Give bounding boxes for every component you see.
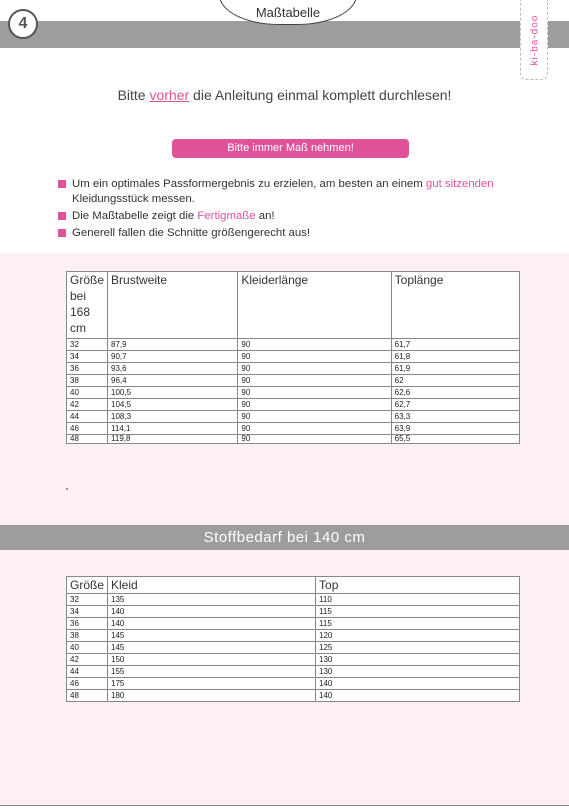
table-cell: 90 [238,351,391,363]
table-cell: 48 [67,435,108,444]
table-cell: 90 [238,375,391,387]
table-cell: 44 [67,666,108,678]
table-cell: 32 [67,594,108,606]
page-title: Maßtabelle [255,5,321,20]
table-cell: 140 [316,690,520,702]
column-header: Größe [67,577,108,594]
table-cell: 114,1 [108,423,238,435]
table-cell: 90 [238,435,391,444]
table-cell: 44 [67,411,108,423]
intro-highlight: vorher [149,87,190,103]
table-row [67,690,520,702]
measurements-table [66,271,520,444]
table-cell: 36 [67,363,108,375]
table-cell: 48 [67,690,108,702]
table-cell: 96,4 [108,375,238,387]
bullet-text: Die Maßtabelle zeigt die [72,210,198,222]
table-cell: 115 [316,606,520,618]
column-header: Brustweite [108,272,238,339]
table-cell: 32 [67,339,108,351]
table-cell: 42 [67,399,108,411]
table-cell: 62,6 [391,387,519,399]
intro-suffix: die Anleitung einmal komplett durchlesen! [189,87,452,103]
bullet-highlight: Fertigmaße [197,210,256,222]
table-row [67,411,520,423]
table-cell: 100,5 [108,387,238,399]
bullet-square-icon [58,180,66,188]
table-cell: 90 [238,339,391,351]
table-cell: 42 [67,654,108,666]
table-row [67,399,520,411]
column-header: Top [316,577,520,594]
table-cell: 119,8 [108,435,238,444]
list-item [58,209,518,224]
table-cell: 46 [67,423,108,435]
bullet-text: Generell fallen die Schnitte größengerecht aus! [72,227,311,239]
bullet-square-icon [58,212,66,220]
table-cell: 175 [108,678,316,690]
table-cell: 90 [238,411,391,423]
fabric-table-body [67,594,520,702]
bullet-list [58,177,518,243]
table-cell: 140 [108,606,316,618]
table-cell: 130 [316,666,520,678]
table-cell: 46 [67,678,108,690]
table-cell: 61,9 [391,363,519,375]
table-cell: 145 [108,630,316,642]
table-cell: 40 [67,642,108,654]
table-cell: 180 [108,690,316,702]
table-cell: 104,5 [108,399,238,411]
table-header-row [67,272,520,339]
list-item [58,177,518,207]
table-cell: 61,7 [391,339,519,351]
table-row [67,423,520,435]
table-cell: 87,9 [108,339,238,351]
table-row [67,351,520,363]
table-header-row [67,577,520,594]
table-cell: 108,3 [108,411,238,423]
table-cell: 90 [238,399,391,411]
table-cell: 125 [316,642,520,654]
bullet-square-icon [58,229,66,237]
table-row [67,618,520,630]
table-cell: 120 [316,630,520,642]
table-cell: 110 [316,594,520,606]
fabric-table [66,576,520,702]
table-cell: 115 [316,618,520,630]
column-header: Toplänge [391,272,519,339]
table-cell: 135 [108,594,316,606]
table-cell: 34 [67,351,108,363]
table-cell: 62,7 [391,399,519,411]
table-row [67,339,520,351]
measurements-table-body [67,339,520,444]
bullet-text: Kleidungsstück messen. [72,193,195,205]
table-row [67,678,520,690]
table-cell: 63,3 [391,411,519,423]
table-cell: 155 [108,666,316,678]
footer-divider [0,805,569,806]
table-row [67,630,520,642]
table-row [67,666,520,678]
table-cell: 90 [238,387,391,399]
fabric-section-title: Stoffbedarf bei 140 cm [0,525,569,550]
table-cell: 36 [67,618,108,630]
table-row [67,594,520,606]
measure-notice-button: Bitte immer Maß nehmen! [172,139,409,158]
table-cell: 150 [108,654,316,666]
table-row [67,654,520,666]
table-cell: 63,9 [391,423,519,435]
table-cell: 90,7 [108,351,238,363]
table-cell: 140 [316,678,520,690]
bullet-highlight: gut sitzenden [425,178,494,190]
table-cell: 145 [108,642,316,654]
header-bar [0,21,569,48]
table-cell: 61,8 [391,351,519,363]
table-cell: 40 [67,387,108,399]
intro-prefix: Bitte [117,87,150,103]
table-cell: 90 [238,363,391,375]
table-row [67,435,520,444]
stray-dot [66,488,68,490]
table-row [67,387,520,399]
column-header: Kleiderlänge [238,272,391,339]
page-number: 4 [8,9,38,39]
intro-text [0,87,569,103]
table-row [67,375,520,387]
table-cell: 130 [316,654,520,666]
list-item [58,226,518,241]
bullet-text: an! [255,210,275,222]
table-cell: 34 [67,606,108,618]
table-cell: 38 [67,375,108,387]
column-header: Kleid [108,577,316,594]
table-cell: 90 [238,423,391,435]
table-row [67,363,520,375]
table-cell: 140 [108,618,316,630]
table-cell: 93,6 [108,363,238,375]
brand-logo: ki-ba-doo [529,14,541,66]
table-cell: 62 [391,375,519,387]
table-row [67,642,520,654]
table-cell: 38 [67,630,108,642]
table-cell: 65,5 [391,435,519,444]
bullet-text: Um ein optimales Passformergebnis zu erzielen, am besten an einem [72,178,426,190]
column-header: Größe bei 168 cm [67,272,108,339]
brand-tab [520,0,548,80]
table-row [67,606,520,618]
